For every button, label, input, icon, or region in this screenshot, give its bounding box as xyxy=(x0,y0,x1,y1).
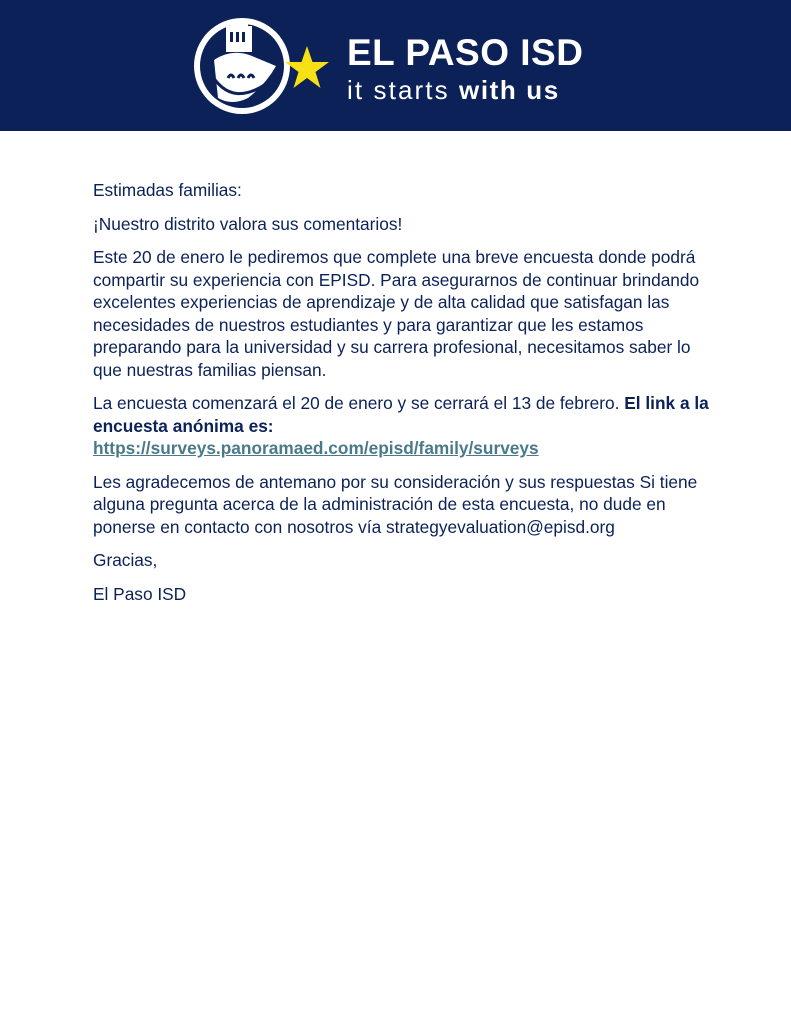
signature: El Paso ISD xyxy=(93,583,187,604)
header-banner xyxy=(0,0,791,131)
brand-tagline xyxy=(347,75,560,105)
survey-link-intro: El link a la encuesta anónima es: xyxy=(93,393,709,436)
tagline-bold: with us xyxy=(459,75,560,105)
tagline-regular: it starts xyxy=(347,75,460,105)
closing: Gracias, xyxy=(93,550,158,570)
survey-link[interactable]: https://surveys.panoramaed.com/episd/family/surveys xyxy=(93,438,539,458)
thanks-paragraph: Les agradecemos de antemano por su consideración y sus respuestas Si tiene alguna pregunta acerca de la administración de esta encuesta, no dude en ponerse en contacto con nosotros vía strategyevaluation@episd.org xyxy=(93,471,698,537)
greeting: Estimadas familias: xyxy=(93,180,242,200)
brand-title: EL PASO ISD xyxy=(347,32,584,73)
letter-body xyxy=(93,179,713,616)
survey-dates-paragraph xyxy=(93,392,713,460)
body-paragraph: Este 20 de enero le pediremos que complete una breve encuesta donde podrá compartir su experiencia con EPISD. Para asegurarnos de continuar brindando excelentes experiencias de aprendizaje y de alta calidad que satisfagan las necesidades de nuestros estudiantes y para garantizar que les estamos preparando para la universidad y su carrera profesional, necesitamos saber lo que nuestras familias piensan. xyxy=(93,247,700,380)
intro-paragraph: ¡Nuestro distrito valora sus comentarios! xyxy=(93,213,403,234)
survey-dates-text: La encuesta comenzará el 20 de enero y se cerrará el 13 de febrero. xyxy=(93,393,625,413)
district-seal-logo-icon xyxy=(192,12,334,120)
